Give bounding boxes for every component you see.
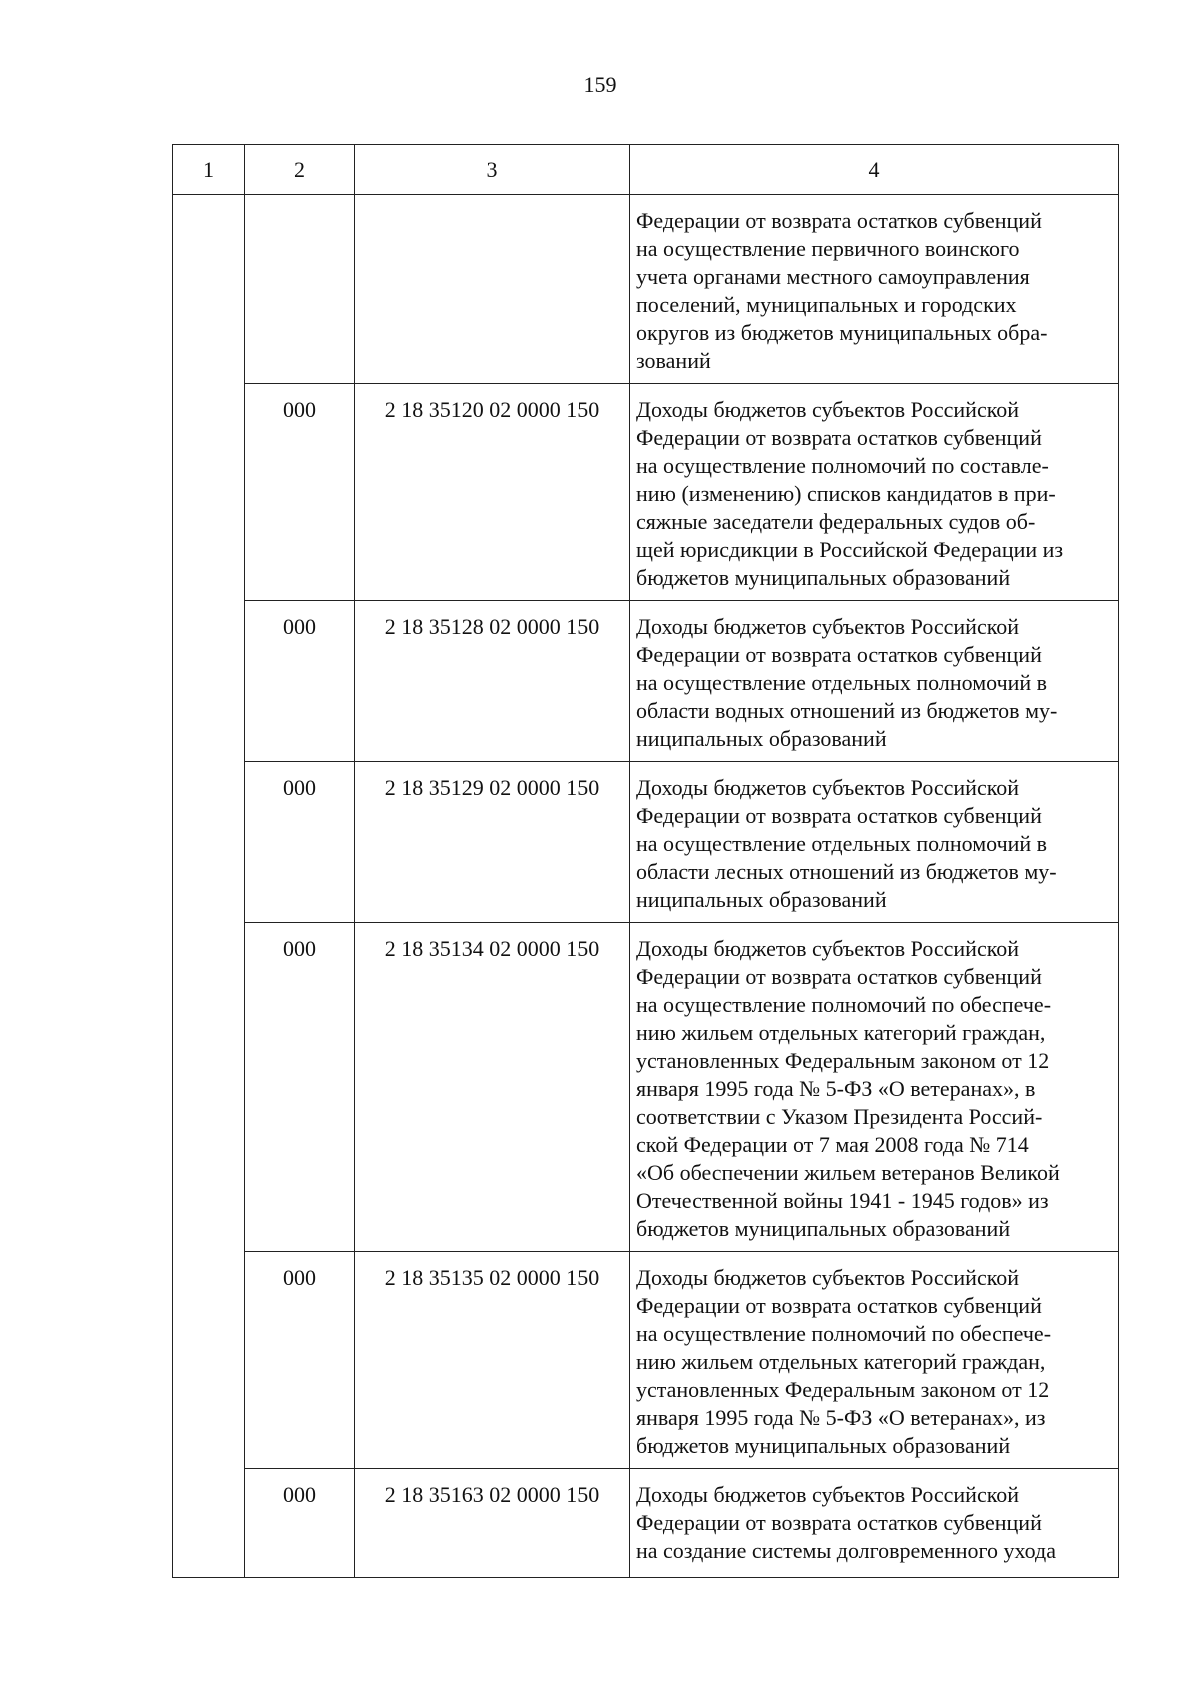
budget-code-cell: 2 18 35120 02 0000 150 <box>355 384 630 601</box>
description-cell <box>630 384 1119 601</box>
description-text: Доходы бюджетов субъектов Российской Федерации от возврата остатков субвенций на осуществление полномочий по составле- нию (изменению) списков кандидатов в при- сяжные заседатели федеральных судов об- щей юрисдикции в Российской Федерации из бюджетов муниципальных образований <box>636 397 1064 590</box>
page-number: 159 <box>583 72 617 97</box>
column-header-4: 4 <box>630 145 1119 195</box>
description-cell <box>630 195 1119 384</box>
admin-code-cell: 000 <box>245 601 355 762</box>
budget-code-cell <box>355 195 630 384</box>
description-text: Доходы бюджетов субъектов Российской Федерации от возврата остатков субвенций на осуществление полномочий по обеспече- нию жильем отдельных категорий граждан, установленных Федеральным законом от 12 января 1995 года № 5-ФЗ «О ветеранах», в соответствии с Указом Президента Россий- ской Федерации от 7 мая 2008 года № 714 «Об обеспечении жильем ветеранов Великой Отечественной войны 1941 - 1945 годов» из бюджетов муниципальных образований <box>636 936 1060 1241</box>
description-text: Доходы бюджетов субъектов Российской Федерации от возврата остатков субвенций на осуществление полномочий по обеспече- нию жильем отдельных категорий граждан, установленных Федеральным законом от 12 января 1995 года № 5-ФЗ «О ветеранах», из бюджетов муниципальных образований <box>636 1265 1052 1458</box>
table-row <box>173 384 1119 601</box>
budget-code-cell: 2 18 35134 02 0000 150 <box>355 923 630 1252</box>
table-row <box>173 1252 1119 1469</box>
description-cell <box>630 1252 1119 1469</box>
description-cell <box>630 762 1119 923</box>
table-row <box>173 762 1119 923</box>
description-cell <box>630 1469 1119 1578</box>
column-header-2: 2 <box>245 145 355 195</box>
table-body <box>173 195 1119 1578</box>
column-header-3: 3 <box>355 145 630 195</box>
budget-code-cell: 2 18 35163 02 0000 150 <box>355 1469 630 1578</box>
budget-code-cell: 2 18 35135 02 0000 150 <box>355 1252 630 1469</box>
budget-code-cell: 2 18 35129 02 0000 150 <box>355 762 630 923</box>
description-text: Доходы бюджетов субъектов Российской Федерации от возврата остатков субвенций на осуществление отдельных полномочий в области водных отношений из бюджетов му- ниципальных образований <box>636 614 1058 751</box>
table-header <box>173 145 1119 195</box>
description-text: Доходы бюджетов субъектов Российской Федерации от возврата остатков субвенций на осуществление отдельных полномочий в области лесных отношений из бюджетов му- ниципальных образований <box>636 775 1057 912</box>
budget-classification-table <box>172 144 1119 1578</box>
admin-code-cell: 000 <box>245 1469 355 1578</box>
table-row <box>173 601 1119 762</box>
column-header-1: 1 <box>173 145 245 195</box>
description-cell <box>630 923 1119 1252</box>
table-row <box>173 1469 1119 1578</box>
column-1-cell <box>173 195 245 1578</box>
admin-code-cell: 000 <box>245 1252 355 1469</box>
admin-code-cell: 000 <box>245 923 355 1252</box>
description-cell <box>630 601 1119 762</box>
budget-code-cell: 2 18 35128 02 0000 150 <box>355 601 630 762</box>
description-text: Доходы бюджетов субъектов Российской Федерации от возврата остатков субвенций на создание системы долговременного ухода <box>636 1482 1056 1563</box>
description-text: Федерации от возврата остатков субвенций на осуществление первичного воинского учета органами местного самоуправления поселений, муниципальных и городских округов из бюджетов муниципальных обра- зований <box>636 208 1048 373</box>
header-row <box>173 145 1119 195</box>
table-row <box>173 195 1119 384</box>
admin-code-cell: 000 <box>245 384 355 601</box>
table-row <box>173 923 1119 1252</box>
admin-code-cell <box>245 195 355 384</box>
admin-code-cell: 000 <box>245 762 355 923</box>
